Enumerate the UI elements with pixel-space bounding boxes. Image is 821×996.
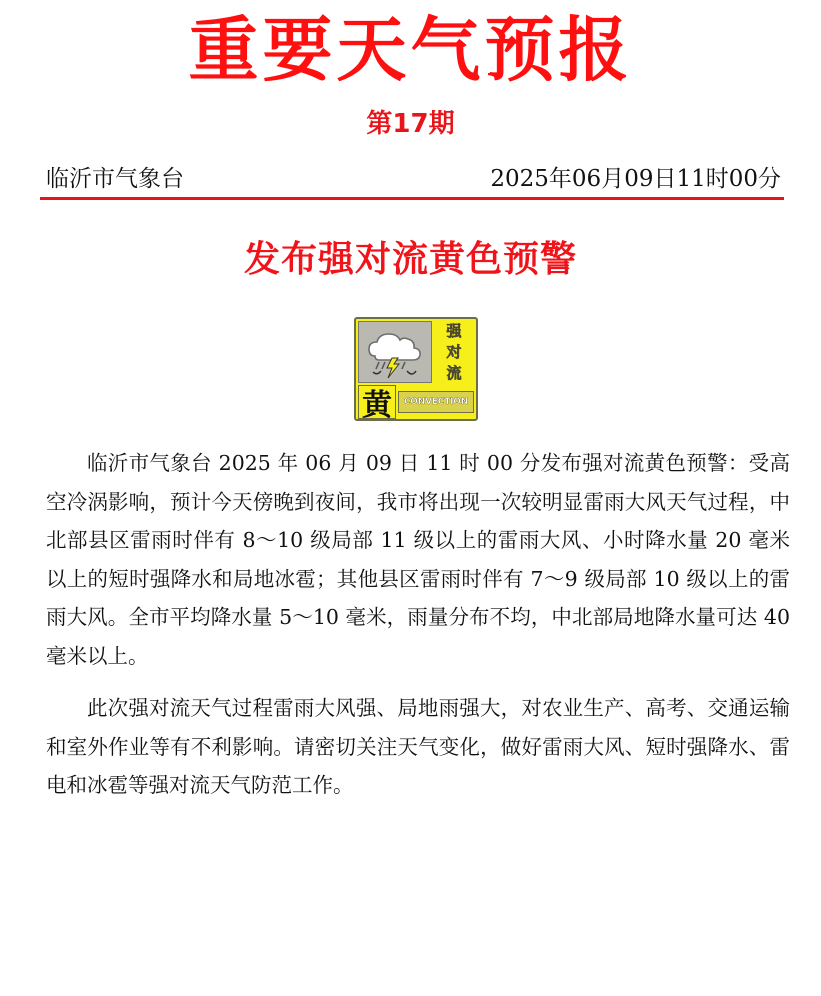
bulletin-meta [46,160,781,192]
bulletin-body [46,444,790,805]
warning-type-char: 对 [446,342,462,361]
warning-type-english: CONVECTION [398,391,474,413]
warning-level: 黄 [358,385,396,419]
body-paragraph: 临沂市气象台 2025 年 06 月 09 日 11 时 00 分发布强对流黄色预警：受高空冷涡影响，预计今天傍晚到夜间，我市将出现一次较明显雷雨大风天气过程，中北部县区雷雨时伴有 8～10 级局部 11 级以上的雷雨大风、小时降水量 20 毫米以上的短时强降水和局地冰雹；其他县区雷雨时伴有 7～9 级局部 10 级以上的雷雨大风。全市平均降水量 5～10 毫米，雨量分布不均，中北部局地降水量可达 40 毫米以上。 [46,451,790,668]
warning-type-label [434,321,474,383]
warning-type-char: 强 [446,322,462,341]
bulletin-title: 重要天气预报 [188,8,633,91]
issuer-name: 临沂市气象台 [46,165,184,192]
issue-number: 第17期 [366,109,455,139]
warning-badge [354,317,478,421]
issue-datetime: 2025年06月09日11时00分 [490,165,781,192]
header-divider [40,197,784,200]
body-paragraph: 此次强对流天气过程雷雨大风强、局地雨强大，对农业生产、高考、交通运输和室外作业等有不利影响。请密切关注天气变化，做好雷雨大风、短时强降水、雷电和冰雹等强对流天气防范工作。 [46,696,790,797]
warning-type-char: 流 [446,363,462,382]
warning-headline: 发布强对流黄色预警 [243,239,577,280]
thunderstorm-cloud-icon [358,321,432,383]
